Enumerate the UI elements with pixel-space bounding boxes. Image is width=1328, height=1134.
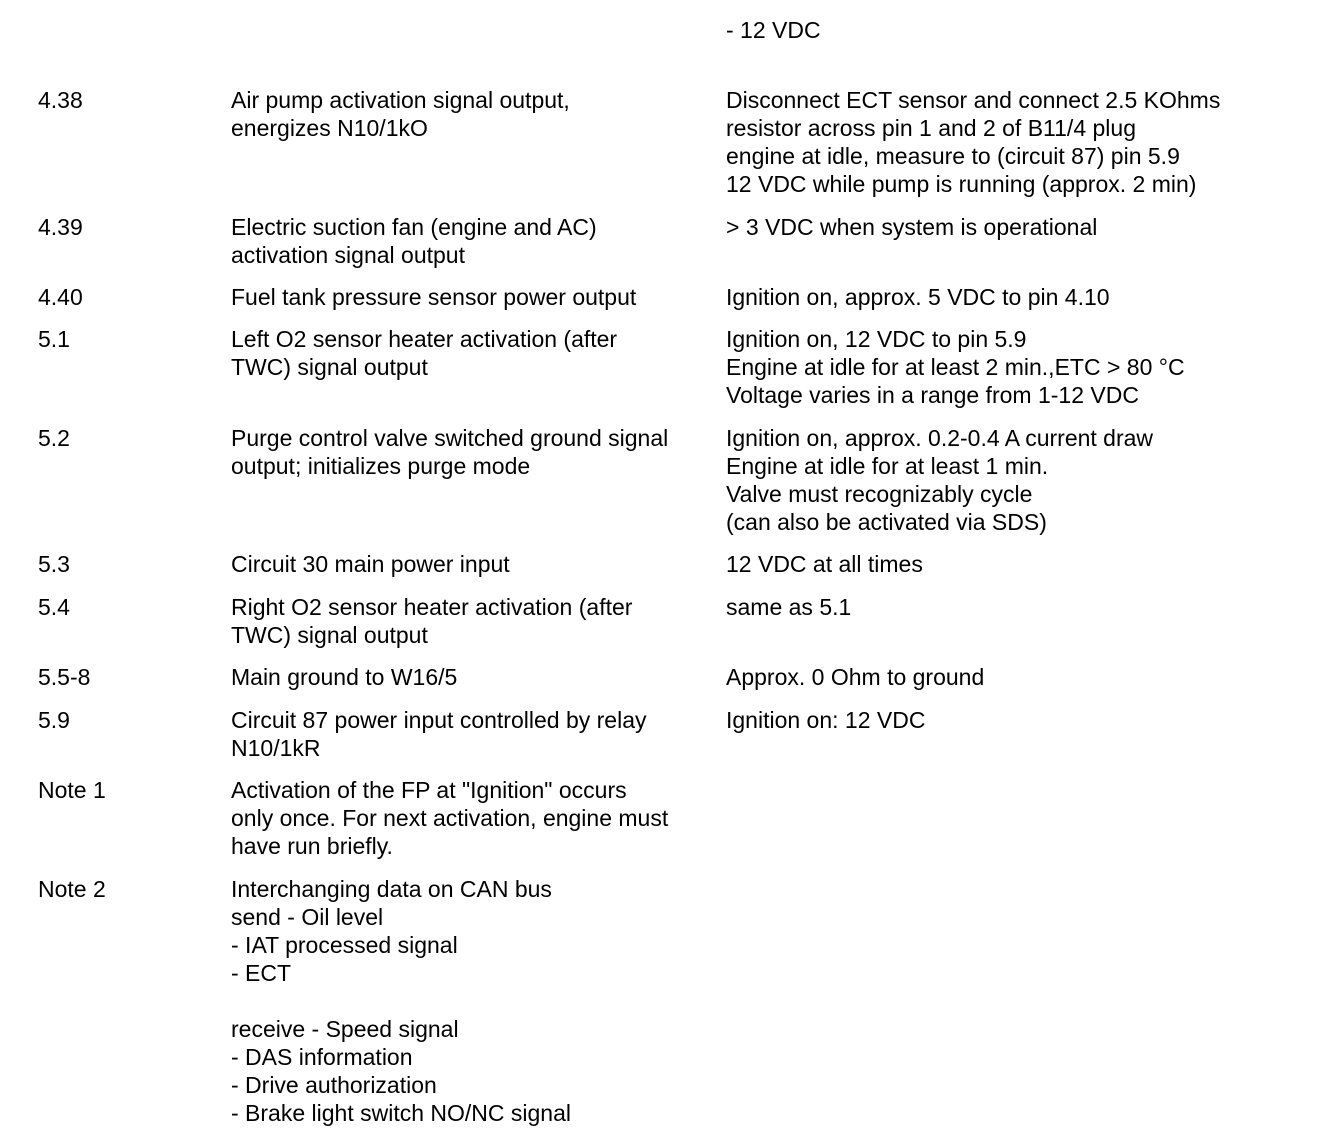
test-value-cell: Disconnect ECT sensor and connect 2.5 KOhms resistor across pin 1 and 2 of B11/4 plug engine at idle, measure to (circuit 87) pin 5.9 12 VDC while pump is running (approx. 2 min) bbox=[726, 87, 1221, 197]
function-cell: Circuit 87 power input controlled by relay N10/1kR bbox=[231, 707, 647, 761]
test-value-cell: Ignition on, approx. 5 VDC to pin 4.10 bbox=[726, 284, 1110, 310]
note-label: Note 1 bbox=[38, 777, 106, 803]
test-value-cell: Ignition on: 12 VDC bbox=[726, 707, 926, 733]
test-value-cell: Ignition on, approx. 0.2-0.4 A current draw Engine at idle for at least 1 min. Valve must recognizably cycle (can also be activated via SDS) bbox=[726, 425, 1154, 535]
pin-cell: 5.4 bbox=[38, 594, 70, 620]
test-value-cell: Approx. 0 Ohm to ground bbox=[726, 664, 985, 690]
function-cell: Circuit 30 main power input bbox=[231, 551, 510, 577]
test-value-cell: - 12 VDC bbox=[726, 17, 821, 43]
function-cell: Right O2 sensor heater activation (after TWC) signal output bbox=[231, 594, 633, 648]
pin-cell: 5.3 bbox=[38, 551, 70, 577]
pin-cell: 5.5-8 bbox=[38, 664, 91, 690]
test-value-cell: Ignition on, 12 VDC to pin 5.9 Engine at idle for at least 2 min.,ETC > 80 °C Voltage varies in a range from 1-12 VDC bbox=[726, 326, 1185, 408]
pin-cell: 5.9 bbox=[38, 707, 70, 733]
test-value-cell: > 3 VDC when system is operational bbox=[726, 214, 1098, 240]
pin-cell: 4.39 bbox=[38, 214, 83, 240]
note-text: Interchanging data on CAN bus send - Oil level - IAT processed signal - ECT receive - Speed signal - DAS information - Drive authorization - Brake light switch NO/NC signal bbox=[231, 876, 571, 1126]
test-value-cell: 12 VDC at all times bbox=[726, 551, 923, 577]
function-cell: Air pump activation signal output, energizes N10/1kO bbox=[231, 87, 570, 141]
note-label: Note 2 bbox=[38, 876, 106, 902]
pin-cell: 5.1 bbox=[38, 326, 70, 352]
test-value-cell: same as 5.1 bbox=[726, 594, 852, 620]
note-text: Activation of the FP at "Ignition" occurs only once. For next activation, engine must have run briefly. bbox=[231, 777, 669, 859]
pin-cell: 4.40 bbox=[38, 284, 83, 310]
function-cell: Left O2 sensor heater activation (after TWC) signal output bbox=[231, 326, 618, 380]
function-cell: Fuel tank pressure sensor power output bbox=[231, 284, 637, 310]
pin-cell: 4.38 bbox=[38, 87, 83, 113]
function-cell: Purge control valve switched ground signal output; initializes purge mode bbox=[231, 425, 669, 479]
pin-cell: 5.2 bbox=[38, 425, 70, 451]
function-cell: Main ground to W16/5 bbox=[231, 664, 458, 690]
function-cell: Electric suction fan (engine and AC) activation signal output bbox=[231, 214, 597, 268]
